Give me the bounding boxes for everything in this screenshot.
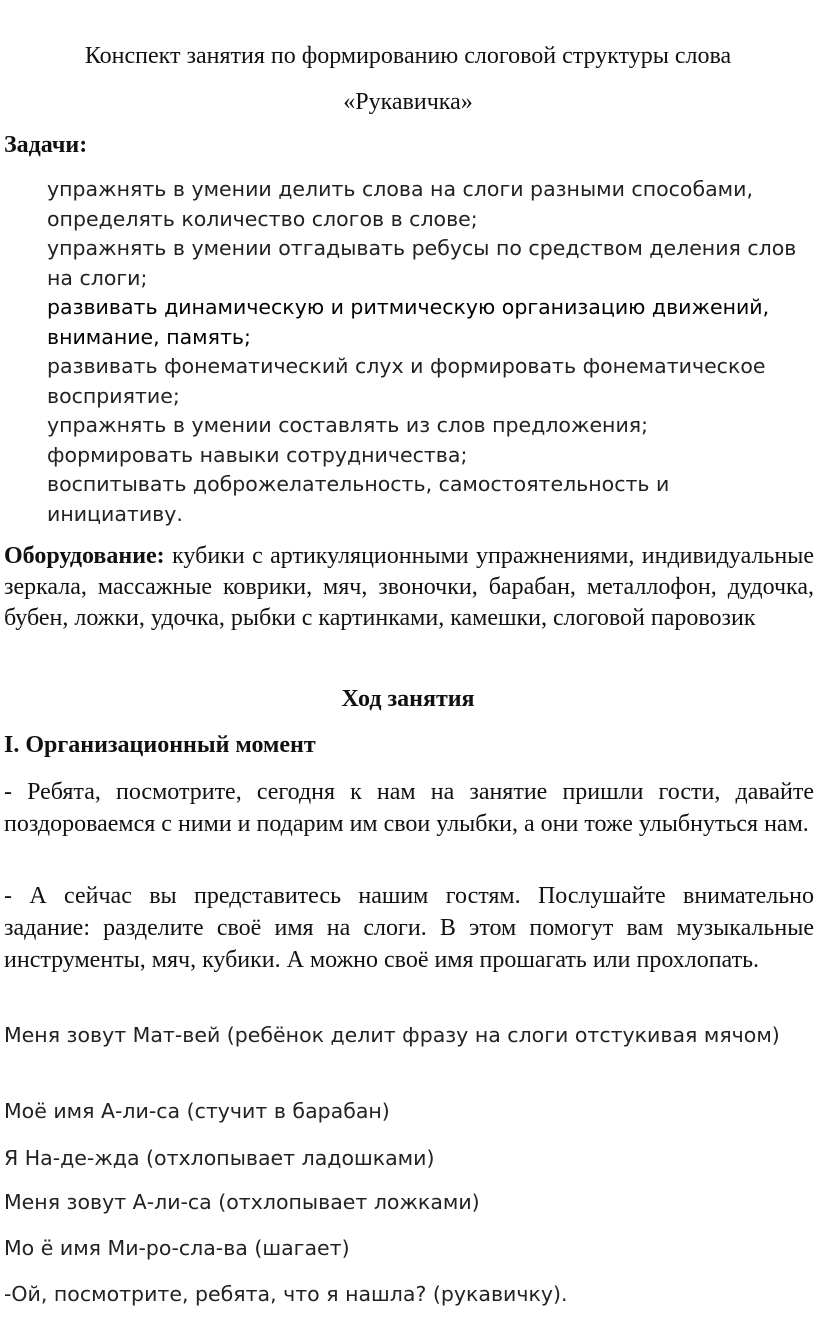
dialogue-line: Меня зовут Мат-вей (ребёнок делит фразу на слоги отстукивая мячом) <box>4 1023 780 1047</box>
dialogue-line: Меня зовут А-ли-са (отхлопывает ложками) <box>4 1190 480 1214</box>
section-heading-organizational: I. Организационный момент <box>4 732 316 758</box>
task-item: упражнять в умении делить слова на слоги разными способами, определять количество слогов в слове; <box>47 177 753 231</box>
tasks-heading: Задачи: <box>4 132 88 158</box>
lesson-heading: Ход занятия <box>341 686 475 712</box>
dialogue-line: Моё имя А-ли-са (стучит в барабан) <box>4 1099 390 1123</box>
document-subtitle: «Рукавичка» <box>343 89 473 115</box>
document-title: Конспект занятия по формированию слоговой структуры слова <box>84 43 732 69</box>
task-item: развивать динамическую и ритмическую организацию движений, внимание, память; <box>47 295 770 349</box>
dialogue-line: -Ой, посмотрите, ребята, что я нашла? (рукавичку). <box>4 1282 568 1306</box>
dialogue-line: Мо ё имя Ми-ро-сла-ва (шагает) <box>4 1236 350 1260</box>
lesson-paragraph: - Ребята, посмотрите, сегодня к нам на занятие пришли гости, давайте поздороваемся с ними и подарим им свои улыбки, а они тоже улыбнуться нам. <box>4 779 814 837</box>
lesson-paragraph: - А сейчас вы представитесь нашим гостям. Послушайте внимательно задание: разделите своё имя на слоги. В этом помогут вам музыкальные инструменты, мяч, кубики. А можно своё имя прошагать или прохлопать. <box>4 883 814 973</box>
tasks-list <box>47 175 807 529</box>
dialogue-line: Я На-де-жда (отхлопывает ладошками) <box>4 1146 435 1170</box>
equipment-paragraph <box>4 541 814 634</box>
equipment-label: Оборудование: <box>4 543 165 569</box>
equipment-text: кубики с артикуляционными упражнениями, индивидуальные зеркала, массажные коврики, мяч, звоночки, барабан, металлофон, дудочка, бубен, ложки, удочка, рыбки с картинками, камешки, слоговой паровозик <box>4 543 814 631</box>
task-item: формировать навыки сотрудничества; <box>47 442 468 467</box>
task-item: упражнять в умении отгадывать ребусы по средством деления слов на слоги; <box>47 236 797 290</box>
task-item: развивать фонематический слух и формировать фонематическое восприятие; <box>47 354 766 408</box>
task-item: воспитывать доброжелательность, самостоятельность и инициативу. <box>47 472 670 526</box>
task-item: упражнять в умении составлять из слов предложения; <box>47 413 649 437</box>
